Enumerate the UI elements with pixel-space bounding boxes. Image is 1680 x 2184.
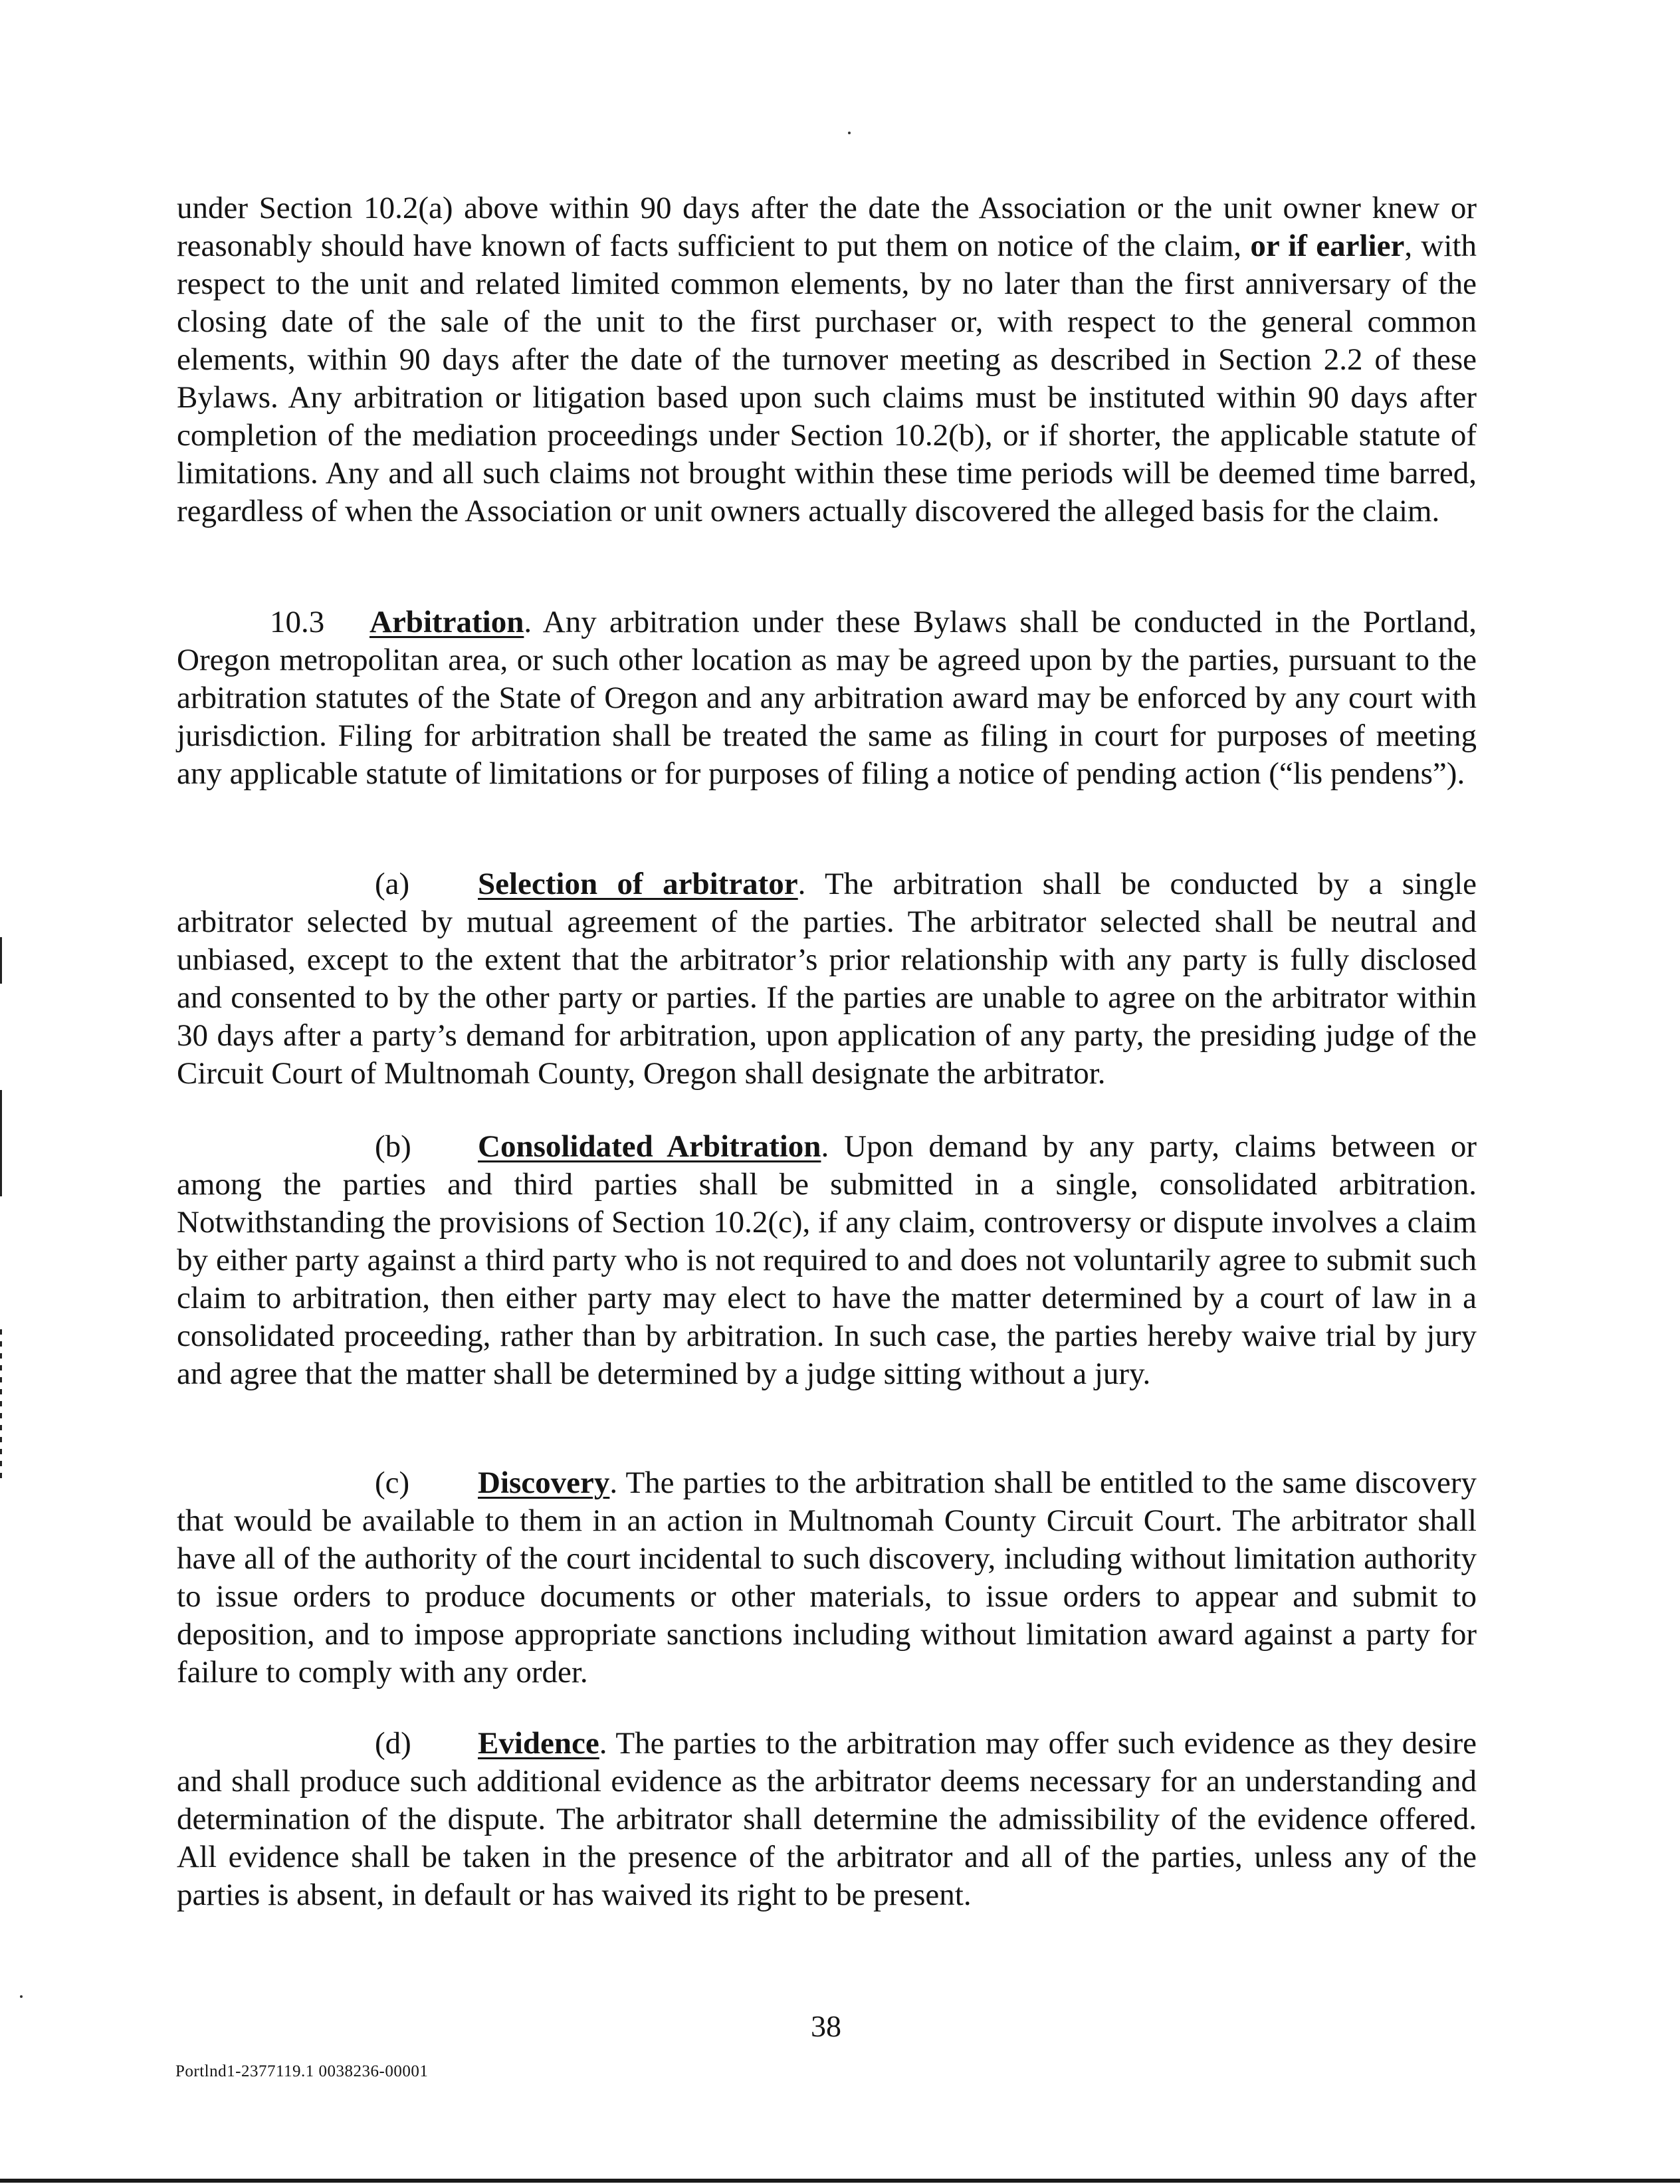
subsection-body-text: . The arbitration shall be conducted by a single arbitrator selected by mutual agreement of the parties. The arbitrator selected shall be neutral and unbiased, except to the extent that the arbitrator’s prior relationship with any party is fully disclosed and consented to by the other party or parties. If the parties are unable to agree on the arbitrator within 30 days after a party’s demand for arbitration, upon application of any party, the presiding judge of the Circuit Court of Multnomah County, Oregon shall designate the arbitrator. [177, 867, 1477, 1091]
scan-edge-mark [0, 1329, 2, 1482]
subsection-a-paragraph [177, 865, 1477, 1093]
subsection-heading: Discovery [478, 1466, 610, 1500]
scan-speck [20, 1995, 23, 1998]
section-body-text: . Any arbitration under these Bylaws shall be conducted in the Portland, Oregon metropolitan area, or such other location as may be agreed upon by the parties, pursuant to the arbitration statutes of the State of Oregon and any arbitration award may be enforced by any court with jurisdiction. Filing for arbitration shall be treated the same as filing in court for purposes of meeting any applicable statute of limitations or for purposes of filing a notice of pending action (“lis pendens”). [177, 605, 1477, 791]
document-id: Portlnd1-2377119.1 0038236-00001 [175, 2062, 429, 2080]
scan-speck [848, 132, 851, 134]
section-number: 10.3 [270, 605, 325, 639]
subsection-heading: Evidence [478, 1726, 599, 1761]
subsection-d-paragraph [177, 1725, 1477, 1914]
subsection-b-paragraph [177, 1128, 1477, 1393]
subsection-number: (b) [375, 1129, 411, 1164]
subsection-number: (c) [375, 1466, 410, 1500]
continuation-bold-phrase: or if earlier [1250, 229, 1405, 263]
subsection-body-text: . Upon demand by any party, claims between or among the parties and third parties shall be submitted in a single, consolidated arbitration. Notwithstanding the provisions of Section 10.2(c), if any claim, controversy or dispute involves a claim by either party against a third party who is not required to and does not voluntarily agree to submit such claim to arbitration, then either party may elect to have the matter determined by a court of law in a consolidated proceeding, rather than by arbitration. In such case, the parties hereby waive trial by jury and agree that the matter shall be determined by a judge sitting without a jury. [177, 1129, 1477, 1391]
subsection-heading: Selection of arbitrator [478, 867, 798, 901]
subsection-body-text: . The parties to the arbitration shall be entitled to the same discovery that would be available to them in an action in Multnomah County Circuit Court. The arbitrator shall have all of the authority of the court incidental to such discovery, including without limitation authority to issue orders to produce documents or other materials, to issue orders to appear and submit to deposition, and to impose appropriate sanctions including without limitation award against a party for failure to comply with any order. [177, 1466, 1477, 1690]
subsection-c-paragraph [177, 1464, 1477, 1692]
page-number: 38 [811, 2009, 841, 2043]
section-heading: Arbitration [369, 605, 524, 639]
continuation-text-a: under Section 10.2(a) above within 90 days after the date the Association or the unit owner knew or reasonably should have known of facts sufficient to put them on notice of the claim, [177, 191, 1477, 263]
subsection-number: (d) [375, 1726, 411, 1761]
continuation-paragraph [177, 189, 1477, 530]
scan-bottom-edge [0, 2179, 1680, 2183]
scan-edge-mark [0, 1090, 2, 1196]
subsection-number: (a) [375, 867, 410, 901]
continuation-text-b: , with respect to the unit and related limited common elements, by no later than the first anniversary of the closing date of the sale of the unit to the first purchaser or, with respect to the general common elements, within 90 days after the date of the turnover meeting as described in Section 2.2 of these Bylaws. Any arbitration or litigation based upon such claims must be instituted within 90 days after completion of the mediation proceedings under Section 10.2(b), or if shorter, the applicable statute of limitations. Any and all such claims not brought within these time periods will be deemed time barred, regardless of when the Association or unit owners actually discovered the alleged basis for the claim. [177, 229, 1477, 528]
section-10-3-paragraph [177, 603, 1477, 793]
scan-edge-mark [0, 937, 2, 984]
subsection-body-text: . The parties to the arbitration may offer such evidence as they desire and shall produce such additional evidence as the arbitrator deems necessary for an understanding and determination of the dispute. The arbitrator shall determine the admissibility of the evidence offered. All evidence shall be taken in the presence of the arbitrator and all of the parties, unless any of the parties is absent, in default or has waived its right to be present. [177, 1726, 1477, 1912]
subsection-heading: Consolidated Arbitration [478, 1129, 821, 1164]
